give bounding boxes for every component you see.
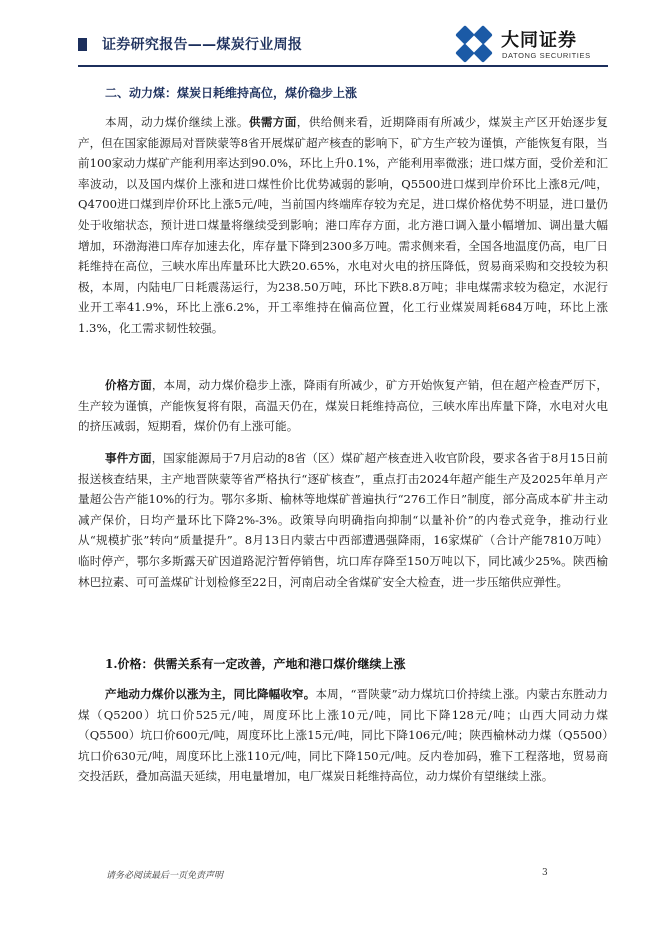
logo-chinese-name: 大同证券 <box>501 30 577 51</box>
section-heading: 二、动力煤：煤炭日耗维持高位，煤价稳步上涨 <box>105 86 358 100</box>
para1-body: ，供给侧来看，近期降雨有所减少，煤炭主产区开始逐步复产，但在国家能源局对晋陕蒙等8省开展煤矿超产核查的影响下，矿方生产较为谨慎，产能恢复有限，当前100家动力煤矿产能利用率达到90.0%，环比上升0.1%，产能利用率微涨；进口煤方面，受价差和汇率波动，以及国内煤价上涨和进口煤性价比优势减弱的影响，Q5500进口煤到岸价环比上涨8元/吨，Q4700进口煤到岸价环比上涨5元/吨，当前国内终端库存较为充足，进口煤价格优势不明显，进口量仍处于收缩状态，预计进口煤量将继续受到影响；港口库存方面，北方港口调入量小幅增加、调出量大幅增加，环渤海港口库存加速去化，库存量下降到2300多万吨。需求侧来看，全国各地温度仍高，电厂日耗维持在高位，三峡水库出库量环比大跌20.65%，水电对火电的挤压降低，贸易商采购和交投较为积极，本周，内陆电厂日耗震荡运行，为238.50万吨，环比下跌8.8万吨；非电煤需求较为稳定，水泥行业开工率41.9%，环比上涨6.2%，开工率维持在偏高位置，化工行业煤炭周耗684万吨，环比上涨1.3%，化工需求韧性较强。 <box>78 115 608 335</box>
datong-logo-icon <box>454 24 494 64</box>
price-paragraph <box>78 375 608 437</box>
header-divider <box>78 65 608 67</box>
subsection-heading: 1.价格：供需关系有一定改善，产地和港口煤价继续上涨 <box>105 657 406 671</box>
events-paragraph <box>78 448 608 592</box>
page-number: 3 <box>542 868 548 878</box>
para2-lead: 价格方面 <box>105 378 152 392</box>
company-logo <box>448 24 608 66</box>
para4-lead: 产地动力煤价以涨为主，同比降幅收窄。 <box>105 687 316 701</box>
origin-price-paragraph <box>78 684 608 787</box>
page-header <box>78 22 608 68</box>
para1-lead: 供需方面 <box>248 115 297 129</box>
para4-body: 本周，“晋陕蒙”动力煤坑口价持续上涨。内蒙古东胜动力煤（Q5200）坑口价525元/吨，周度环比上涨10元/吨，同比下降128元/吨；山西大同动力煤（Q5500）坑口价600元/吨，周度环比上涨15元/吨，同比下降106元/吨；陕西榆林动力煤（Q5500）坑口价630元/吨，周度环比上涨110元/吨，同比下降150元/吨。反内卷加码，雅下工程落地，贸易商交投活跃，叠加高温天延续，用电量增加，电厂煤炭日耗维持高位，动力煤价有望继续上涨。 <box>78 687 608 784</box>
para3-body: ，国家能源局于7月启动的8省（区）煤矿超产核查进入收官阶段，要求各省于8月15日前报送核查结果，主产地晋陕蒙等省严格执行“逐矿核查”，重点打击2024年超产能生产及2025年单月产量超公告产能10%的行为。鄂尔多斯、榆林等地煤矿普遍执行“276工作日”制度，部分高成本矿井主动减产保价，日均产量环比下降2%-3%。政策导向明确指向抑制“以量补价”的内卷式竞争，推动行业从“规模扩张”转向“质量提升”。8月13日内蒙古中西部遭遇强降雨，16家煤矿（合计产能7810万吨）临时停产，鄂尔多斯露天矿因道路泥泞暂停销售，坑口库存降至150万吨以下，同比减少25%。陕西榆林巴拉素、可可盖煤矿计划检修至22日，河南启动全省煤矿安全大检查，进一步压缩供应弹性。 <box>78 451 608 589</box>
report-title: 证券研究报告——煤炭行业周报 <box>102 37 303 53</box>
header-marker <box>78 38 87 51</box>
logo-english-name: DATONG SECURITIES <box>502 51 591 60</box>
supply-demand-paragraph <box>78 112 608 339</box>
para3-lead: 事件方面 <box>105 451 152 465</box>
disclaimer-note: 请务必阅读最后一页免责声明 <box>106 871 224 881</box>
para2-body: ，本周，动力煤价稳步上涨，降雨有所减少，矿方开始恢复产销，但在超产检查严厉下，生产较为谨慎，产能恢复将有限，高温天仍在，煤炭日耗维持高位，三峡水库出库量下降，水电对火电的挤压减弱，短期看，煤价仍有上涨可能。 <box>78 378 608 434</box>
para1-intro: 本周，动力煤价继续上涨。 <box>105 115 249 129</box>
